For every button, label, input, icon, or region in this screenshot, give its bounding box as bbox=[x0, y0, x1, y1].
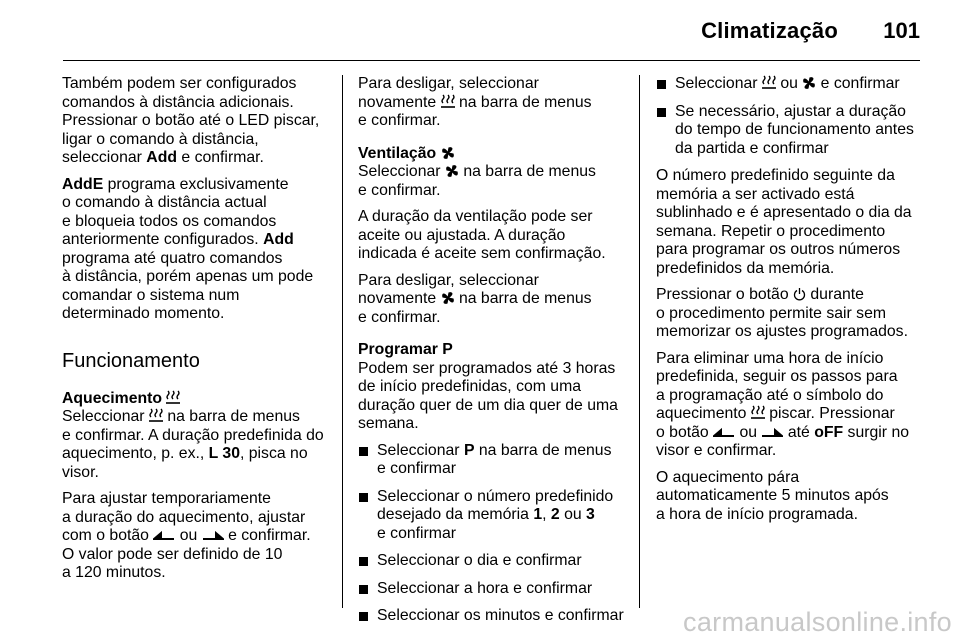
text: seleccionar bbox=[62, 149, 147, 166]
heat-icon bbox=[166, 390, 180, 405]
bullet bbox=[359, 612, 368, 621]
text: aquecimento, p. ex., bbox=[62, 445, 209, 462]
text: Pressionar o botão bbox=[656, 286, 793, 303]
list-item bbox=[656, 103, 926, 159]
text: Seleccionar bbox=[377, 441, 464, 459]
bullet bbox=[359, 447, 368, 456]
paragraph-remote bbox=[62, 75, 332, 168]
text-line: memória a ser activado está bbox=[656, 185, 855, 203]
text-line: determinado momento. bbox=[62, 305, 225, 322]
text-line: visor. bbox=[62, 463, 99, 481]
text-line: a duração do aquecimento, ajustar bbox=[62, 508, 306, 526]
text: na barra de menus bbox=[474, 441, 612, 459]
text: oFF bbox=[814, 423, 844, 441]
text-line bbox=[358, 163, 628, 182]
text-line: Podem ser programados até 3 horas bbox=[358, 359, 616, 377]
text: ou bbox=[735, 423, 762, 441]
text-line: o procedimento permite sair sem bbox=[656, 304, 887, 322]
text-line bbox=[62, 176, 332, 195]
subheading-heating bbox=[62, 390, 332, 409]
text-line: Para ajustar temporariamente bbox=[62, 490, 271, 507]
subheading-program: Programar P bbox=[358, 341, 453, 358]
bullet bbox=[359, 557, 368, 566]
right-arrow-icon bbox=[761, 427, 783, 439]
text: novamente bbox=[358, 93, 441, 111]
text: desejado da memória bbox=[377, 506, 534, 523]
paragraph-heating bbox=[62, 390, 332, 483]
text-line bbox=[62, 231, 332, 250]
adde-label: AddE bbox=[62, 175, 104, 193]
text-line: O valor pode ser definido de 10 bbox=[62, 545, 283, 563]
text-line bbox=[62, 527, 332, 546]
text: e confirmar. bbox=[223, 527, 311, 544]
text-line: a 120 minutos. bbox=[62, 564, 166, 581]
text: , bbox=[542, 506, 551, 523]
add-label: Add bbox=[263, 231, 294, 248]
fan-icon bbox=[445, 164, 459, 178]
text-line: à distância, porém apenas um pode bbox=[62, 268, 314, 285]
text-line: a programação até o símbolo do bbox=[656, 386, 884, 404]
text-line: comandos à distância adicionais. bbox=[62, 93, 294, 111]
text: 1 bbox=[533, 506, 543, 523]
text: , pisca no bbox=[239, 445, 308, 462]
text-line: do tempo de funcionamento antes bbox=[675, 121, 914, 138]
page-header bbox=[63, 0, 920, 61]
text: anteriormente configurados. bbox=[62, 231, 264, 248]
fan-icon bbox=[802, 76, 816, 90]
text-line: Pressionar o botão até o LED piscar, bbox=[62, 112, 320, 129]
text-line: ligar o comando à distância, bbox=[62, 130, 259, 148]
text-line: indicada é aceite sem confirmação. bbox=[358, 245, 606, 262]
text-line: e confirmar. bbox=[358, 181, 441, 199]
heat-icon bbox=[751, 405, 765, 420]
paragraph-adjust bbox=[62, 490, 332, 583]
text-line bbox=[656, 405, 926, 424]
bullet bbox=[359, 585, 368, 594]
left-arrow-icon bbox=[153, 530, 175, 542]
bullet bbox=[657, 108, 666, 117]
text-line: A duração da ventilação pode ser bbox=[358, 208, 593, 225]
text-line: Para desligar, seleccionar bbox=[358, 271, 539, 289]
text-line: semana. Repetir o procedimento bbox=[656, 222, 886, 240]
text-line: Seleccionar o dia e confirmar bbox=[377, 552, 582, 569]
text: piscar. Pressionar bbox=[764, 405, 895, 422]
text: Seleccionar bbox=[675, 75, 762, 92]
text: com o botão bbox=[62, 527, 154, 544]
list-item bbox=[358, 442, 628, 479]
text-line bbox=[656, 424, 926, 443]
text-line bbox=[656, 286, 926, 305]
text: durante bbox=[806, 286, 864, 303]
text-line: para programar os outros números bbox=[656, 241, 901, 258]
text-line: predefinidos da memória. bbox=[656, 259, 835, 277]
text: o botão bbox=[656, 423, 714, 441]
text: Seleccionar bbox=[62, 408, 149, 425]
text: ou bbox=[775, 75, 803, 92]
text-line: programa até quatro comandos bbox=[62, 249, 283, 267]
text-line bbox=[675, 75, 926, 94]
paragraph-delete bbox=[656, 350, 926, 461]
text-line: visor e confirmar. bbox=[656, 442, 777, 459]
text: programa exclusivamente bbox=[103, 175, 289, 193]
text-line bbox=[358, 290, 628, 309]
text: surgir no bbox=[843, 423, 910, 441]
text-line bbox=[62, 149, 332, 168]
paragraph-auto-stop bbox=[656, 469, 926, 525]
paragraph-adde bbox=[62, 176, 332, 324]
text-line: e confirmar. bbox=[358, 112, 441, 129]
column-divider bbox=[639, 75, 640, 608]
list-item bbox=[358, 580, 628, 599]
text-line: comandar o sistema num bbox=[62, 286, 240, 304]
text-line: e bloqueia todos os comandos bbox=[62, 212, 277, 230]
paragraph-exit bbox=[656, 286, 926, 342]
section-heading: Funcionamento bbox=[62, 349, 200, 372]
paragraph-program bbox=[358, 341, 628, 434]
text-line: Para desligar, seleccionar bbox=[358, 75, 539, 92]
text-line: Seleccionar a hora e confirmar bbox=[377, 579, 593, 597]
column-1 bbox=[62, 75, 332, 591]
text: na barra de menus bbox=[458, 163, 596, 180]
program-steps-list bbox=[358, 442, 628, 626]
page-title: Climatização bbox=[701, 18, 838, 43]
text: P bbox=[463, 441, 475, 459]
text: na barra de menus bbox=[454, 93, 592, 111]
list-item bbox=[358, 552, 628, 571]
list-item bbox=[358, 488, 628, 544]
text: e confirmar. bbox=[177, 149, 264, 166]
paragraph-heat-off bbox=[358, 75, 628, 131]
power-icon bbox=[793, 287, 806, 301]
text: na barra de menus bbox=[454, 290, 592, 307]
text-line bbox=[62, 408, 332, 427]
text-line: e confirmar bbox=[377, 460, 457, 477]
text: Aquecimento bbox=[62, 389, 163, 407]
heat-icon bbox=[149, 408, 163, 423]
text: e confirmar bbox=[816, 75, 900, 92]
text-line: Para eliminar uma hora de início bbox=[656, 349, 884, 367]
fan-icon bbox=[441, 291, 455, 305]
text-line: O número predefinido seguinte da bbox=[656, 167, 895, 184]
text-line bbox=[377, 506, 628, 525]
heat-icon bbox=[441, 94, 455, 109]
text-line: Se necessário, ajustar a duração bbox=[675, 102, 906, 120]
text-line: Seleccionar os minutos e confirmar bbox=[377, 607, 624, 624]
column-divider bbox=[342, 75, 343, 608]
text-line: sublinhado e é apresentado o dia da bbox=[656, 204, 912, 221]
text-line: e confirmar. A duração predefinida do bbox=[62, 426, 324, 444]
add-label: Add bbox=[146, 149, 178, 166]
text-line bbox=[62, 445, 332, 464]
paragraph-vent-duration bbox=[358, 208, 628, 264]
text-line: de início predefinidas, com uma bbox=[358, 378, 582, 395]
text: até bbox=[783, 423, 815, 441]
paragraph-ventilation bbox=[358, 145, 628, 201]
text: 2 bbox=[550, 506, 560, 523]
right-arrow-icon bbox=[202, 530, 224, 542]
text-line: a hora de início programada. bbox=[656, 505, 858, 523]
subheading-ventilation bbox=[358, 145, 628, 164]
text-line: duração quer de um dia quer de uma bbox=[358, 396, 618, 414]
text: ou bbox=[559, 506, 587, 523]
fan-icon bbox=[441, 146, 455, 160]
text: Ventilação bbox=[358, 144, 437, 162]
paragraph-next-memory bbox=[656, 167, 926, 278]
text-line: Seleccionar o número predefinido bbox=[377, 487, 614, 505]
text: aquecimento bbox=[656, 405, 751, 422]
text-line: e confirmar. bbox=[358, 308, 441, 326]
text: Seleccionar bbox=[358, 163, 445, 180]
duration-value: L 30 bbox=[208, 445, 240, 462]
text-line: o comando à distância actual bbox=[62, 194, 267, 211]
text: 3 bbox=[586, 506, 595, 523]
text: ou bbox=[175, 527, 202, 544]
program-steps-list-cont bbox=[656, 75, 926, 158]
list-item bbox=[656, 75, 926, 94]
heat-icon bbox=[762, 75, 776, 90]
list-item bbox=[358, 607, 628, 626]
bullet bbox=[657, 80, 666, 89]
text-line: aceite ou ajustada. A duração bbox=[358, 226, 566, 244]
text-line: Também podem ser configurados bbox=[62, 75, 297, 92]
left-arrow-icon bbox=[713, 427, 735, 439]
text-line bbox=[358, 94, 628, 113]
text-line bbox=[377, 442, 628, 461]
column-2 bbox=[358, 75, 628, 635]
bullet bbox=[359, 493, 368, 502]
text-line: da partida e confirmar bbox=[675, 139, 829, 157]
text-line: predefinida, seguir os passos para bbox=[656, 368, 898, 385]
paragraph-vent-off bbox=[358, 272, 628, 328]
text-line: semana. bbox=[358, 415, 419, 432]
text-line: O aquecimento pára bbox=[656, 468, 800, 486]
text: novamente bbox=[358, 290, 441, 307]
column-3 bbox=[656, 75, 926, 532]
text-line: e confirmar bbox=[377, 524, 457, 542]
page-number: 101 bbox=[883, 18, 920, 43]
text: na barra de menus bbox=[162, 408, 300, 425]
text-line: automaticamente 5 minutos após bbox=[656, 487, 889, 504]
text-line: memorizar os ajustes programados. bbox=[656, 323, 908, 340]
watermark: carmanualsonline.info bbox=[683, 607, 952, 637]
